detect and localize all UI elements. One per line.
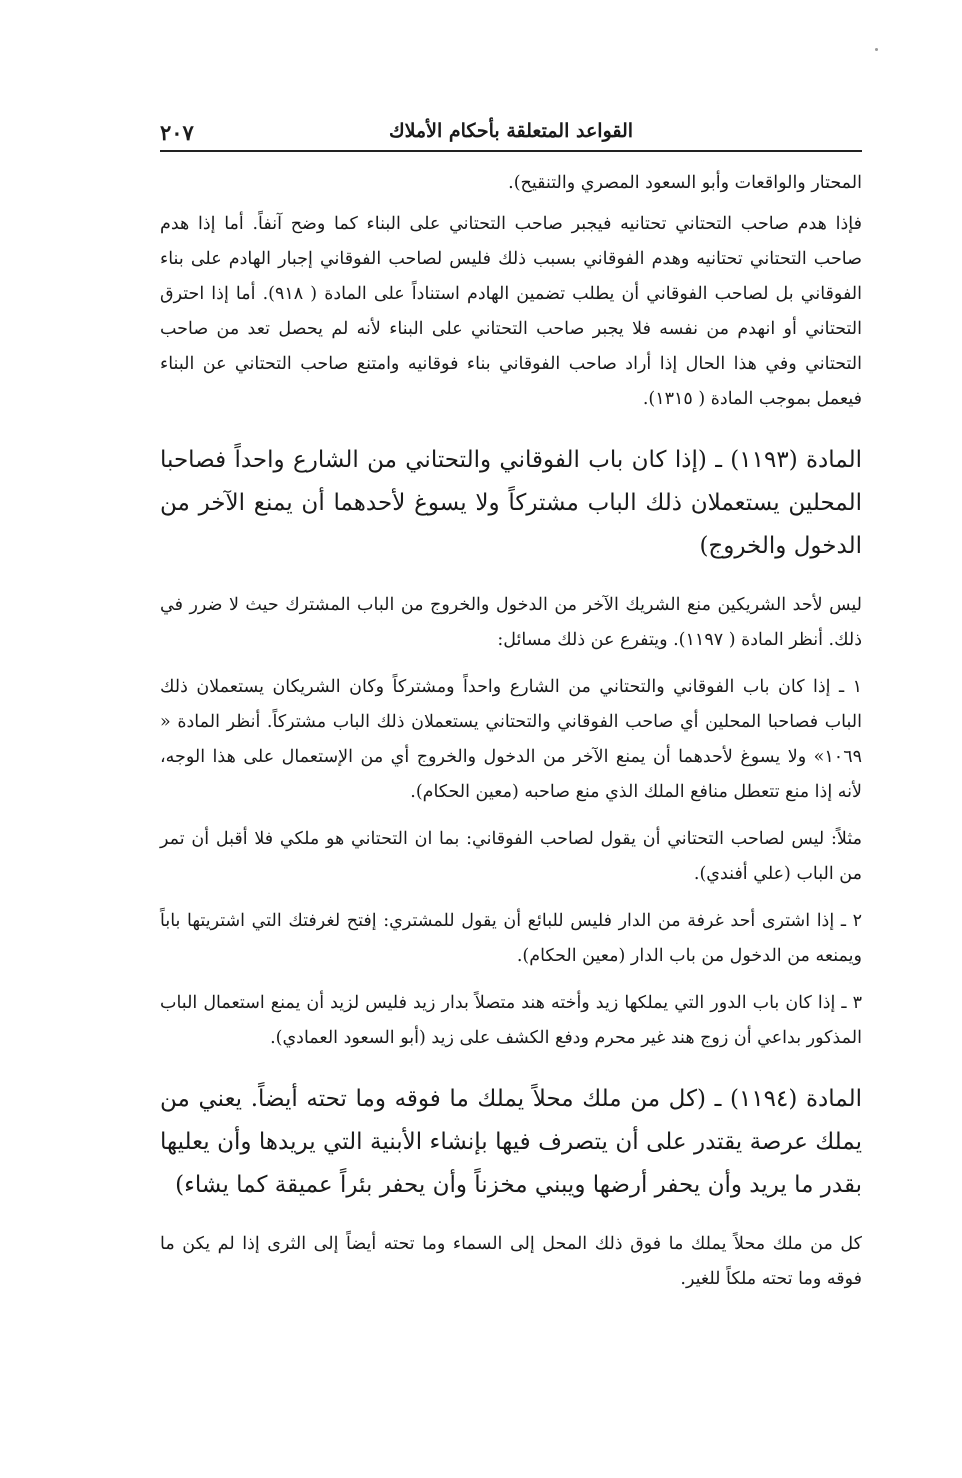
article-1193-text: المادة (١١٩٣) ـ (إذا كان باب الفوقاني والتحتاني من الشارع واحداً فصاحبا المحلين يستعملان ذلك الباب مشتركاً ولا يسوغ لأحدهما أن يمنع الآخر من الدخول والخروج) bbox=[160, 447, 863, 559]
article-1194-text: المادة (١١٩٤) ـ (كل من ملك محلاً يملك ما فوقه وما تحته أيضاً. يعني من يملك عرصة يقتدر على أن يتصرف فيها بإنشاء الأبنية التي يريدها وأن يعليها بقدر ما يريد وأن يحفر أرضها ويبني مخزناً وأن يحفر بئراً عميقة كما يشاء) bbox=[160, 1086, 862, 1198]
numbered-case-3: ٣ ـ إذا كان باب الدور التي يملكها زيد وأخته هند متصلاً بدار زيد فليس لزيد أن يمنع استعمال الباب المذكور بداعي أن زوج هند غير محرم ودفع الكشف على زيد (أبو السعود العمادي). bbox=[160, 993, 862, 1048]
numbered-case-2: ٢ ـ إذا اشترى أحد غرفة من الدار فليس للبائع أن يقول للمشتري: إفتح لغرفتك التي اشتريتها باباً ويمنعه من الدخول من باب الدار (معين الحكام). bbox=[160, 911, 862, 966]
page-header bbox=[160, 118, 862, 152]
example-paragraph: مثلاً: ليس لصاحب التحتاني أن يقول لصاحب الفوقاني: بما ان التحتاني هو ملكي فلا أقبل أن تمر من الباب (علي أفندي). bbox=[160, 829, 862, 884]
page-body bbox=[160, 166, 862, 1297]
running-title: القواعد المتعلقة بأحكام الأملاك bbox=[388, 120, 634, 142]
margin-dot bbox=[875, 48, 878, 51]
page-number: ٢٠٧ bbox=[160, 120, 194, 145]
numbered-case-1: ١ ـ إذا كان باب الفوقاني والتحتاني من الشارع واحداً ومشتركاً وكان الشريكان يستعملان ذلك الباب فصاحبا المحلين أي صاحب الفوقاني والتحتاني يستعملان ذلك الباب مشتركاً. أنظر المادة « ١٠٦٩» ولا يسوغ لأحدهما أن يمنع الآخر من الدخول والخروج أي من الإستعمال على هذا الوجه، لأنه إذا منع تتعطل منافع الملك الذي منع صاحبه (معين الحكام). bbox=[160, 677, 862, 802]
commentary-paragraph: المحتار والواقعات وأبو السعود المصري والتنقيح). bbox=[508, 173, 862, 193]
commentary-paragraph: كل من ملك محلاً يملك ما فوق ذلك المحل إلى السماء وما تحته أيضاً إلى الثرى إذا لم يكن ما فوقه وما تحته ملكاً للغير. bbox=[160, 1234, 862, 1289]
commentary-paragraph: ليس لأحد الشريكين منع الشريك الآخر من الدخول والخروج من الباب المشترك حيث لا ضرر في ذلك. أنظر المادة ( ١١٩٧). ويتفرع عن ذلك مسائل: bbox=[160, 595, 862, 650]
commentary-paragraph: فإذا هدم صاحب التحتاني تحتانيه فيجبر صاحب التحتاني على البناء كما وضح آنفاً. أما إذا هدم صاحب التحتاني تحتانيه وهدم الفوقاني بسبب ذلك فليس لصاحب الفوقاني إجبار الهادم على بناء الفوقاني بل لصاحب الفوقاني أن يطلب تضمين الهادم استناداً على المادة ( ٩١٨). أما إذا احترق التحتاني أو انهدم من نفسه فلا يجبر صاحب التحتاني على البناء لأنه لم يحصل تعد من صاحب التحتاني وفي هذا الحال إذا أراد صاحب الفوقاني بناء فوقانيه وامتنع صاحب التحتاني عن البناء فيعمل بموجب المادة ( ١٣١٥). bbox=[160, 214, 863, 409]
